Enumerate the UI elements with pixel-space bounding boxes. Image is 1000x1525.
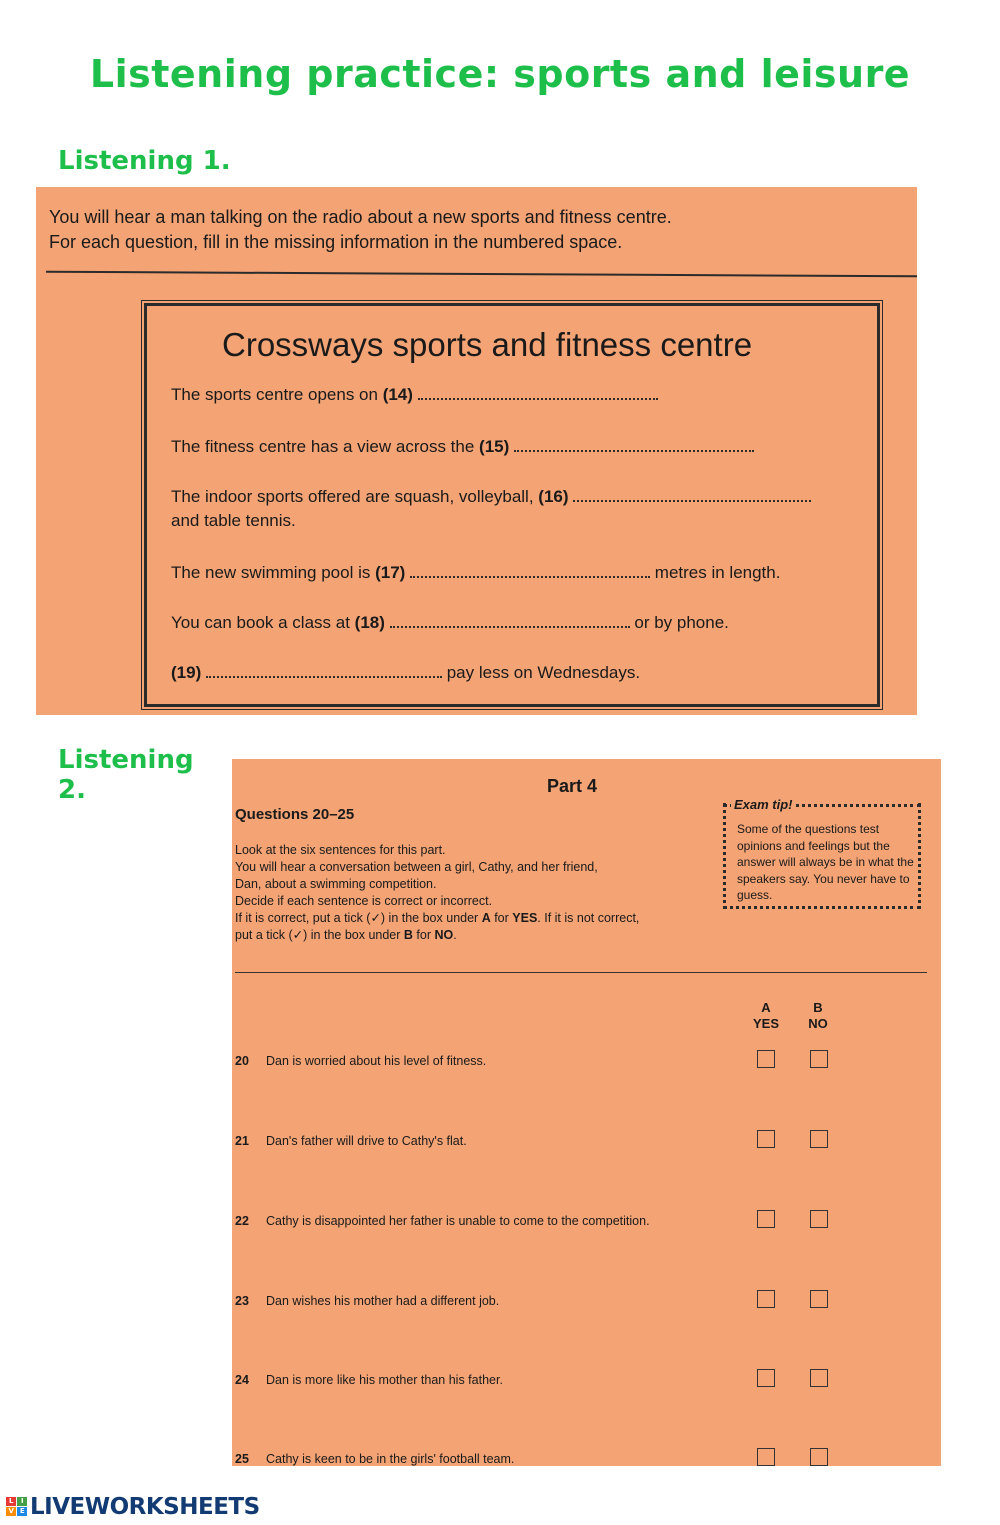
question-row-20 bbox=[235, 1050, 925, 1074]
question-row-23 bbox=[235, 1290, 925, 1314]
question-text: Cathy is disappointed her father is unable to come to the competition. bbox=[266, 1214, 650, 1228]
form-line-text: The new swimming pool is bbox=[171, 563, 376, 582]
instruction-line bbox=[235, 927, 639, 944]
form-line-text: The sports centre opens on bbox=[171, 385, 383, 404]
question-number: (16) bbox=[538, 487, 569, 506]
question-number: 23 bbox=[235, 1294, 249, 1308]
answer-blank-17[interactable] bbox=[410, 562, 650, 578]
checkbox-yes-24[interactable] bbox=[757, 1369, 775, 1387]
instructions bbox=[235, 842, 639, 944]
question-number: 25 bbox=[235, 1452, 249, 1466]
question-number: (18) bbox=[354, 613, 385, 632]
form-line-text: The indoor sports offered are squash, volleyball, bbox=[171, 487, 539, 506]
instruction-bold: A bbox=[481, 911, 491, 925]
instruction-text: If it is correct, put a tick (✓) in the box under bbox=[235, 911, 482, 925]
page-title: Listening practice: sports and leisure bbox=[89, 52, 911, 96]
form-line-14 bbox=[171, 384, 658, 405]
column-letter: B bbox=[813, 1000, 823, 1015]
questions-range: Questions 20–25 bbox=[235, 806, 355, 823]
question-number: 20 bbox=[235, 1054, 249, 1068]
listening-2-label bbox=[58, 745, 194, 805]
exam-tip-header bbox=[723, 797, 921, 811]
form-line-15 bbox=[171, 436, 754, 457]
listening-1-label: Listening 1. bbox=[58, 146, 231, 176]
logo-tile: V bbox=[6, 1507, 16, 1516]
column-word: YES bbox=[752, 1016, 779, 1031]
answer-blank-14[interactable] bbox=[418, 384, 658, 400]
form-box bbox=[144, 303, 880, 707]
checkbox-no-21[interactable] bbox=[810, 1130, 828, 1148]
form-line-text: pay less on Wednesdays. bbox=[446, 663, 641, 682]
liveworksheets-logo-icon bbox=[6, 1497, 28, 1517]
listening-2-panel bbox=[232, 759, 941, 1466]
listening-2-label-line: 2. bbox=[58, 775, 86, 805]
instruction-bold: B bbox=[403, 928, 413, 942]
logo-tile: L bbox=[6, 1497, 16, 1506]
instruction-line bbox=[235, 910, 639, 927]
instruction-line: Dan, about a swimming competition. bbox=[235, 877, 437, 891]
question-row-24 bbox=[235, 1369, 925, 1393]
checkbox-yes-22[interactable] bbox=[757, 1210, 775, 1228]
checkbox-yes-20[interactable] bbox=[757, 1050, 775, 1068]
column-b-header bbox=[798, 1000, 838, 1032]
intro-line: You will hear a man talking on the radio about a new sports and fitness centre. bbox=[49, 207, 672, 227]
checkbox-no-23[interactable] bbox=[810, 1290, 828, 1308]
instruction-bold: YES bbox=[512, 911, 538, 925]
listening-2-label-line: Listening bbox=[58, 745, 194, 775]
answer-blank-19[interactable] bbox=[206, 662, 442, 678]
question-number: 24 bbox=[235, 1373, 249, 1387]
question-number: (17) bbox=[375, 563, 406, 582]
checkbox-no-24[interactable] bbox=[810, 1369, 828, 1387]
answer-blank-18[interactable] bbox=[390, 612, 630, 628]
liveworksheets-logo[interactable] bbox=[6, 1494, 260, 1520]
form-line-text: or by phone. bbox=[634, 613, 729, 632]
question-text: Dan is worried about his level of fitness. bbox=[266, 1054, 487, 1068]
answer-blank-15[interactable] bbox=[514, 436, 754, 452]
part-title: Part 4 bbox=[547, 776, 598, 796]
question-text: Dan's father will drive to Cathy's flat. bbox=[266, 1134, 467, 1148]
instruction-text: for bbox=[412, 928, 435, 942]
form-line-17 bbox=[171, 562, 780, 583]
instruction-text: put a tick (✓) in the box under bbox=[235, 928, 404, 942]
listening-1-intro bbox=[49, 205, 672, 255]
checkbox-yes-23[interactable] bbox=[757, 1290, 775, 1308]
question-number: 21 bbox=[235, 1134, 249, 1148]
answer-blank-16[interactable] bbox=[573, 486, 811, 502]
form-line-16 bbox=[171, 486, 811, 507]
instruction-line: You will hear a conversation between a girl, Cathy, and her friend, bbox=[235, 860, 598, 874]
logo-text: LIVEWORKSHEETS bbox=[30, 1494, 260, 1520]
form-line-text: metres in length. bbox=[654, 563, 781, 582]
instruction-bold: NO bbox=[434, 928, 454, 942]
instruction-line: Decide if each sentence is correct or incorrect. bbox=[235, 894, 493, 908]
question-row-21 bbox=[235, 1130, 925, 1154]
instruction-text: . bbox=[453, 928, 457, 942]
column-letter: A bbox=[761, 1000, 771, 1015]
form-line-19 bbox=[171, 662, 640, 683]
form-line-text: The fitness centre has a view across the bbox=[171, 437, 480, 456]
instruction-text: for bbox=[490, 911, 513, 925]
question-number: 22 bbox=[235, 1214, 249, 1228]
instruction-text: . If it is not correct, bbox=[537, 911, 640, 925]
divider bbox=[235, 972, 927, 973]
checkbox-no-25[interactable] bbox=[810, 1448, 828, 1466]
checkbox-no-20[interactable] bbox=[810, 1050, 828, 1068]
checkbox-yes-25[interactable] bbox=[757, 1448, 775, 1466]
form-line-18 bbox=[171, 612, 729, 633]
column-a-header bbox=[746, 1000, 786, 1032]
checkbox-no-22[interactable] bbox=[810, 1210, 828, 1228]
logo-tile: I bbox=[17, 1497, 27, 1506]
question-number: (14) bbox=[382, 385, 413, 404]
question-text: Cathy is keen to be in the girls' football team. bbox=[266, 1452, 515, 1466]
logo-tile: E bbox=[17, 1507, 27, 1516]
form-line-text: You can book a class at bbox=[171, 613, 355, 632]
checkbox-yes-21[interactable] bbox=[757, 1130, 775, 1148]
form-title: Crossways sports and fitness centre bbox=[222, 326, 753, 363]
column-word: NO bbox=[808, 1016, 828, 1031]
intro-line: For each question, fill in the missing information in the numbered space. bbox=[49, 232, 623, 252]
question-row-25 bbox=[235, 1448, 925, 1466]
divider bbox=[46, 271, 917, 278]
question-number: (15) bbox=[479, 437, 510, 456]
question-text: Dan wishes his mother had a different job. bbox=[266, 1294, 500, 1308]
question-number: (19) bbox=[171, 663, 202, 682]
question-text: Dan is more like his mother than his father. bbox=[266, 1373, 503, 1387]
form-line-16-continued: and table tennis. bbox=[171, 511, 296, 530]
question-row-22 bbox=[235, 1210, 925, 1234]
exam-tip-title: Exam tip! bbox=[731, 797, 796, 812]
exam-tip-text: Some of the questions test opinions and feelings but the answer will always be in what the speakers say. You never have to guess. bbox=[737, 822, 914, 902]
listening-1-panel bbox=[36, 187, 917, 715]
instruction-line: Look at the six sentences for this part. bbox=[235, 843, 446, 857]
